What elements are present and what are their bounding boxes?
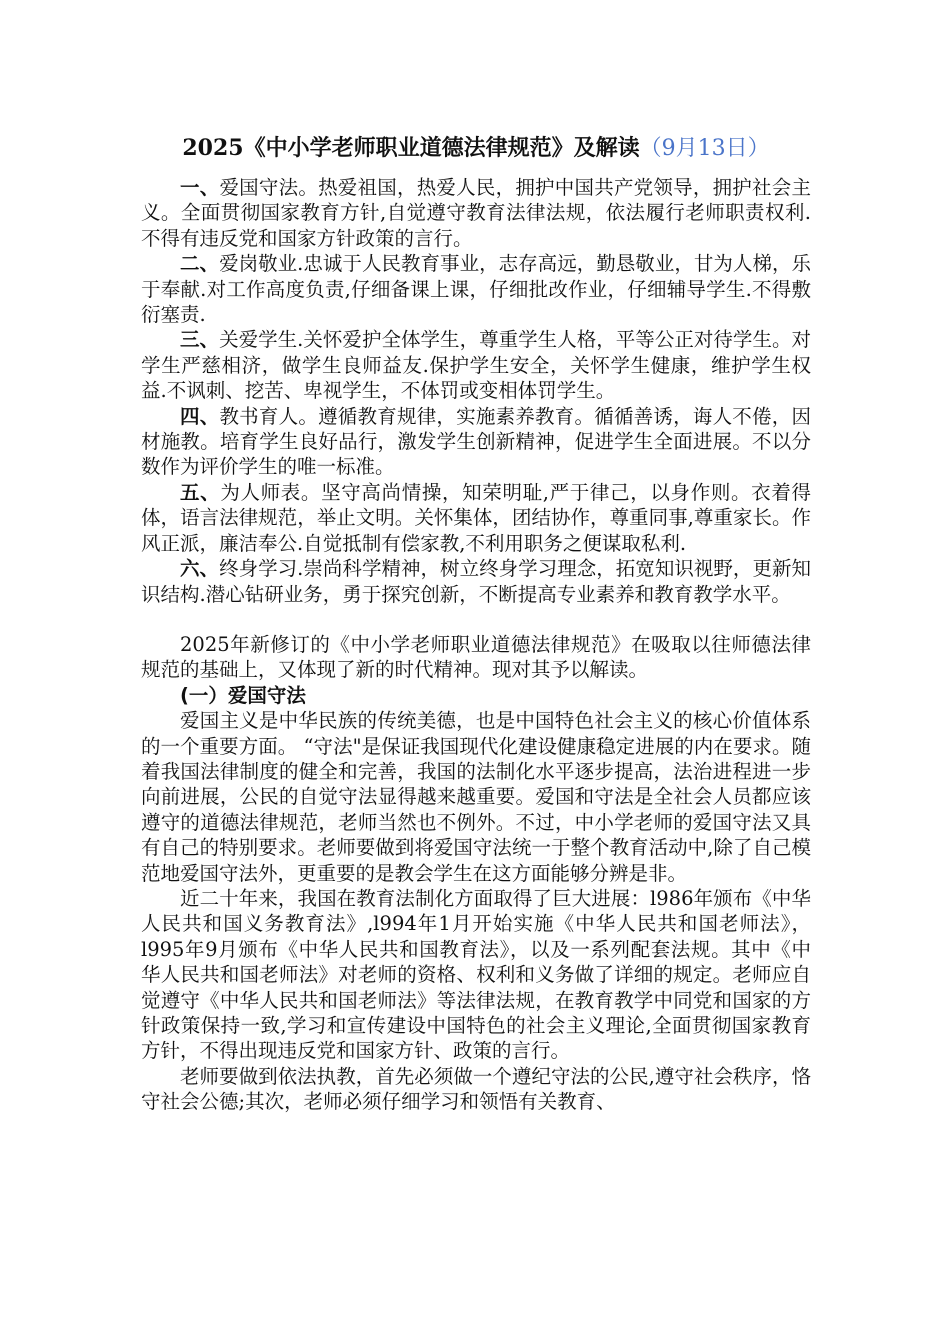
interpretation-intro: 2025年新修订的《中小学老师职业道德法律规范》在吸取以往师德法律规范的基础上，又体现了新的时代精神。现对其予以解读。 [141, 632, 811, 682]
norm-number: 五、 [180, 480, 221, 504]
interpretation-paragraph-2: 近二十年来，我国在教育法制化方面取得了巨大进展：l986年颁布《中华人民共和国义务教育法》,l994年1月开始实施《中华人民共和国老师法》，l995年9月颁布《中华人民共和国教育法》，以及一系列配套法规。其中《中华人民共和国老师法》对老师的资格、权利和义务做了详细的规定。老师应自觉遵守《中华人民共和国老师法》等法律法规，在教育教学中同党和国家的方针政策保持一致,学习和宣传建设中国特色的社会主义理论,全面贯彻国家教育方针，不得出现违反党和国家方针、政策的言行。 [141, 886, 811, 1063]
norm-number: 二、 [180, 252, 220, 276]
norm-paragraph-2 [141, 251, 811, 327]
interpretation-paragraph-3: 老师要做到依法执教，首先必须做一个遵纪守法的公民,遵守社会秩序，恪守社会公德;其次，老师必须仔细学习和领悟有关教育、 [141, 1064, 811, 1114]
paragraph-spacer [141, 607, 811, 632]
interpretation-paragraph-1: 爱国主义是中华民族的传统美德，也是中国特色社会主义的核心价值体系的一个重要方面。 “守法"是保证我国现代化建设健康稳定进展的内在要求。随着我国法律制度的健全和完善，我国的法制化水平逐步提高，法治进程进一步向前进展，公民的自觉守法显得越来越重要。爱国和守法是全社会人员都应该遵守的道德法律规范，老师当然也不例外。不过，中小学老师的爱国守法又具有自己的特别要求。老师要做到将爱国守法统一于整个教育活动中,除了自己模范地爱国守法外，更重要的是教会学生在这方面能够分辨是非。 [141, 709, 811, 885]
norm-number: 六、 [180, 557, 220, 581]
norm-number: 三、 [180, 328, 220, 352]
norm-paragraph-3 [141, 327, 811, 403]
title-date: （9月13日） [639, 136, 770, 161]
norm-text: 为人师表。坚守高尚情操，知荣明耻,严于律己，以身作则。衣着得体，语言法律规范，举止文明。关怀集体，团结协作，尊重同事,尊重家长。作风正派，廉洁奉公.自觉抵制有偿家教,不利用职务之便谋取私利. [141, 480, 811, 555]
norm-text: 教书育人。遵循教育规律，实施素养教育。循循善诱，诲人不倦，因材施教。培育学生良好品行，激发学生创新精神，促进学生全面进展。不以分数作为评价学生的唯一标准。 [141, 404, 811, 479]
document-page [141, 130, 811, 1115]
document-title [141, 130, 811, 167]
norm-number: 一、 [180, 176, 220, 199]
norm-paragraph-4 [141, 404, 811, 480]
norm-text: 爱国守法。热爱祖国，热爱人民，拥护中国共产党领导，拥护社会主义。全面贯彻国家教育方针,自觉遵守教育法律法规，依法履行老师职责权利.不得有违反党和国家方针政策的言行。 [141, 176, 811, 250]
norm-text: 终身学习.崇尚科学精神，树立终身学习理念，拓宽知识视野，更新知识结构.潜心钻研业务，勇于探究创新，不断提高专业素养和教育教学水平。 [141, 557, 811, 606]
norm-paragraph-5 [141, 480, 811, 556]
norm-text: 爱岗敬业.忠诚于人民教育事业，志存高远，勤恳敬业，甘为人梯，乐于奉献.对工作高度负责,仔细备课上课，仔细批改作业，仔细辅导学生.不得敷衍塞责. [141, 252, 811, 327]
norm-paragraph-1 [141, 175, 811, 251]
norm-text: 关爱学生.关怀爱护全体学生，尊重学生人格，平等公正对待学生。对学生严慈相济，做学生良师益友.保护学生安全，关怀学生健康，维护学生权益.不讽刺、挖苦、卑视学生，不体罚或变相体罚学生。 [141, 328, 811, 403]
section-heading: (一）爱国守法 [180, 683, 306, 707]
norm-paragraph-6 [141, 556, 811, 607]
norm-number: 四、 [180, 404, 220, 428]
title-main: 2025《中小学老师职业道德法律规范》及解读 [182, 135, 640, 161]
